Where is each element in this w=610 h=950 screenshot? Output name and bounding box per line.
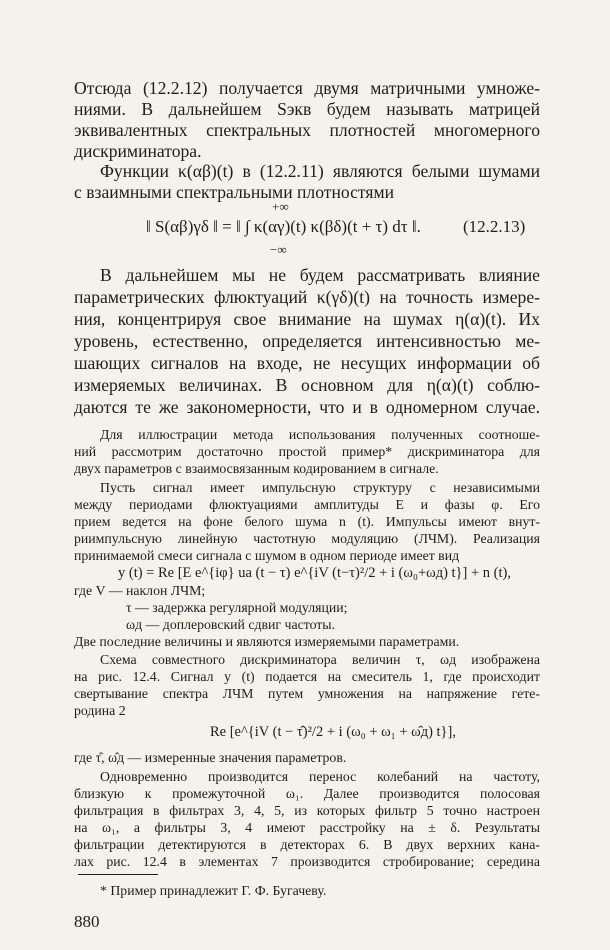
small-paragraph1-line1: Для иллюстрации метода использования полученных соотноше- <box>100 427 540 442</box>
small-paragraph3-line1: Две последние величины и являются измеряемыми параметрами. <box>74 634 460 649</box>
paragraph2-line2: с взаимными спектральными плотностями <box>74 182 395 202</box>
small-paragraph4-line1: Схема совместного дискриминатора величин τ, ωд изображена <box>100 652 540 667</box>
paragraph3-line2: параметрических флюктуаций κ(γδ)(t) на точность измере- <box>74 287 540 307</box>
small-paragraph1-line2: ний рассмотрим достаточно простой пример* дискриминатора для <box>74 444 540 459</box>
paragraph3-line7: даются те же закономерности, что и в одномерном случае. <box>74 397 540 417</box>
equation-heterodyne: Re [e^{iV (t − τ̂)²/2 + i (ω₀ + ω₁ + ω̂д) t}], <box>210 724 456 740</box>
equation-number: (12.2.13) <box>463 217 526 236</box>
definition-omega: ωд — доплеровский сдвиг частоты. <box>126 617 336 632</box>
equation-lower-limit: −∞ <box>270 242 287 257</box>
paragraph3-line3: ния, концентрируя свое внимание на шумах η(α)(t). Их <box>74 309 540 329</box>
small-paragraph2-line3: прием ведется на фоне белого шума n (t). Импульсы имеют внут- <box>74 514 540 529</box>
definition-tau: τ — задержка регулярной модуляции; <box>126 600 348 615</box>
small-paragraph6-line6: лах рис. 12.4 в элементах 7 производится стробирование; середина <box>74 854 540 869</box>
small-paragraph4-line3: свертывание спектра ЛЧМ путем умножения на напряжение гете- <box>74 686 540 701</box>
paragraph3-line1: В дальнейшем мы не будем рассматривать влияние <box>100 265 540 285</box>
small-paragraph2-line2: между периодами флюктуациями амплитуды E и фазы φ. Его <box>74 497 540 512</box>
footnote: * Пример принадлежит Г. Ф. Бугачеву. <box>100 883 327 898</box>
small-paragraph2-line1: Пусть сигнал имеет импульсную структуру с независимыми <box>100 480 540 495</box>
footnote-rule <box>78 874 158 875</box>
paragraph3-line5: шающих сигналов на входе, не несущих информации об <box>74 353 540 373</box>
equation-1213-body: ‖ S(αβ)γδ ‖ = ‖ ∫ κ(αγ)(t) κ(βδ)(t + τ) dτ ‖. <box>146 217 421 236</box>
equation-upper-limit: +∞ <box>272 199 289 214</box>
small-paragraph6-line1: Одновременно производится перенос колебаний на частоту, <box>100 769 540 784</box>
small-paragraph2-line4: риимпульсную линейную частотную модуляцию (ЛЧМ). Реализация <box>74 531 540 546</box>
paragraph3-line6: измеряемых величинах. В основном для η(α)(t) соблю- <box>74 375 540 395</box>
small-paragraph6-line2: близкую к промежуточной ω₁. Далее производится полосовая <box>74 786 540 801</box>
small-paragraph4-line2: на рис. 12.4. Сигнал y (t) подается на смеситель 1, где происходит <box>74 669 540 684</box>
small-paragraph2-line5: принимаемой смеси сигнала с шумом в одном периоде имеет вид <box>74 548 460 563</box>
small-paragraph4-line4: родина 2 <box>74 703 126 718</box>
paragraph1-line2: ниями. В дальнейшем Sэкв будем называть матрицей <box>74 99 540 119</box>
definition-v: где V — наклон ЛЧМ; <box>74 583 206 598</box>
page-number: 880 <box>74 912 100 931</box>
small-paragraph1-line3: двух параметров с взаимосвязанным кодированием в сигнале. <box>74 461 439 476</box>
small-paragraph6-line4: на ω₁, а фильтры 3, 4 имеют расстройку на ± δ. Результаты <box>74 820 540 835</box>
paragraph1-line3: эквивалентных спектральных плотностей многомерного <box>74 120 540 140</box>
paragraph1-line4: дискриминатора. <box>74 141 202 161</box>
small-paragraph6-line5: фильтрации детектируются в детекторах 6. В двух верхних кана- <box>74 837 540 852</box>
equation-signal: y (t) = Re [E e^{iφ} uа (t − τ) e^{iV (t−τ)²/2 + i (ω₀+ωд) t}] + n (t), <box>118 565 511 581</box>
paragraph1-line1: Отсюда (12.2.12) получается двумя матричными умноже- <box>74 78 540 98</box>
small-paragraph6-line3: фильтрация в фильтрах 3, 4, 5, из которых фильтр 5 точно настроен <box>74 803 540 818</box>
paragraph2-line1: Функции κ(αβ)(t) в (12.2.11) являются белыми шумами <box>100 161 540 181</box>
small-paragraph5-line1: где τ̂, ω̂д — измеренные значения параметров. <box>74 750 347 765</box>
paragraph3-line4: уровень, естественно, определяется интенсивностью ме- <box>74 331 540 351</box>
